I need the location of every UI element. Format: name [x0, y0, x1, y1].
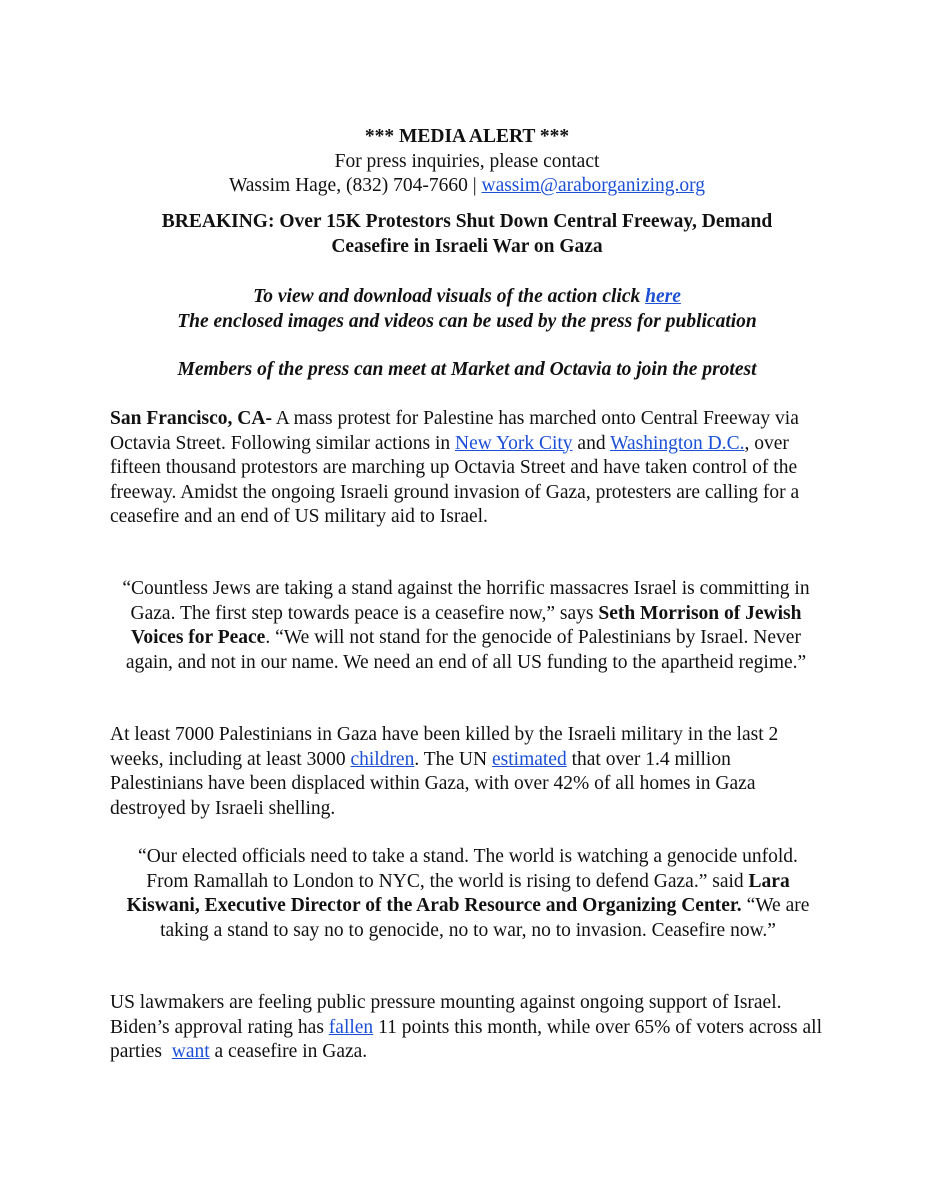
q1-speaker: Seth Morrison of Jewish Voices for Peace — [131, 602, 802, 648]
p3-text-1: US lawmakers are feeling public pressure mounting against ongoing support of Israel. Biden’s approval rating has — [110, 992, 787, 1038]
headline — [110, 210, 824, 259]
contact-email-link[interactable]: wassim@araborganizing.org — [481, 175, 706, 196]
washington-dc-link[interactable]: Washington D.C. — [610, 432, 745, 454]
p3-text-3: a ceasefire in Gaza. — [209, 1041, 368, 1062]
fallen-link[interactable]: fallen — [328, 1016, 374, 1038]
q2-text-2: “We are taking a stand to say no to genocide, no to war, no to invasion. Ceasefire now.” — [160, 895, 810, 941]
paragraph-1 — [110, 407, 810, 530]
p1-text-1: A mass protest for Palestine has marched onto Central Freeway via Octavia Street. Following similar actions in — [110, 408, 799, 454]
media-alert-title: *** MEDIA ALERT *** — [364, 126, 570, 147]
contact-line — [110, 174, 824, 199]
visuals-line-1 — [110, 285, 824, 310]
children-link[interactable]: children — [350, 748, 415, 770]
paragraph-2-text — [110, 723, 824, 821]
visuals-here-link[interactable]: here — [645, 286, 681, 307]
meet-note — [110, 358, 824, 383]
paragraph-1-text — [110, 407, 810, 530]
headline-line-2: Ceasefire in Israeli War on Gaza — [331, 235, 603, 257]
visuals-line-2: The enclosed images and videos can be used by the press for publication — [177, 310, 757, 332]
visuals-text: To view and download visuals of the action click — [253, 286, 646, 307]
q1-text-1: “Countless Jews are taking a stand against the horrific massacres Israel is committing in Gaza. The first step towards peace is a ceasefire now,” says — [122, 578, 810, 624]
q2-speaker: Lara Kiswani, Executive Director of the Arab Resource and Organizing Center. — [126, 870, 790, 916]
p2-text-1: At least 7000 Palestinians in Gaza have been killed by the Israeli military in the last 2 weeks, including at least 3000 — [110, 724, 779, 770]
meet-line: Members of the press can meet at Market and Octavia to join the protest — [177, 359, 757, 380]
p3-text-2: 11 points this month, while over 65% of voters across all parties — [110, 1016, 827, 1062]
quote-2-text — [118, 845, 818, 943]
dateline: San Francisco, CA- — [110, 408, 272, 429]
want-link[interactable]: want — [171, 1041, 210, 1062]
p2-text-3: that over 1.4 million Palestinians have been displaced within Gaza, with over 42% of all homes in Gaza destroyed by Israeli shelling. — [110, 748, 756, 819]
visuals-note — [110, 285, 824, 334]
quote-2 — [118, 845, 818, 943]
p2-text-2: . The UN — [414, 748, 492, 770]
quote-1-text — [116, 577, 816, 675]
p1-text-2: and — [572, 432, 611, 454]
headline-line-1: BREAKING: Over 15K Protestors Shut Down Central Freeway, Demand — [161, 211, 773, 232]
quote-1 — [116, 577, 816, 675]
paragraph-3-text — [110, 991, 827, 1065]
media-alert-header — [110, 125, 824, 199]
paragraph-2 — [110, 723, 824, 821]
paragraph-3 — [110, 991, 827, 1065]
q1-text-2: . “We will not stand for the genocide of Palestinians by Israel. Never again, and not in our name. We need an end of all US funding to the apartheid regime.” — [125, 627, 807, 673]
contact-text: Wassim Hage, (832) 704-7660 | — [228, 175, 482, 196]
new-york-city-link[interactable]: New York City — [454, 432, 573, 454]
estimated-link[interactable]: estimated — [491, 748, 567, 770]
press-inquiries-line: For press inquiries, please contact — [334, 150, 600, 172]
p1-text-3: , over fifteen thousand protestors are marching up Octavia Street and have taken control of the freeway. Amidst the ongoing Israeli ground invasion of Gaza, protesters are calling for a ceasefire and an end of US military aid to Israel. — [110, 432, 800, 527]
q2-text-1: “Our elected officials need to take a stand. The world is watching a genocide unfold. From Ramallah to London to NYC, the world is rising to defend Gaza.” said — [138, 846, 798, 892]
